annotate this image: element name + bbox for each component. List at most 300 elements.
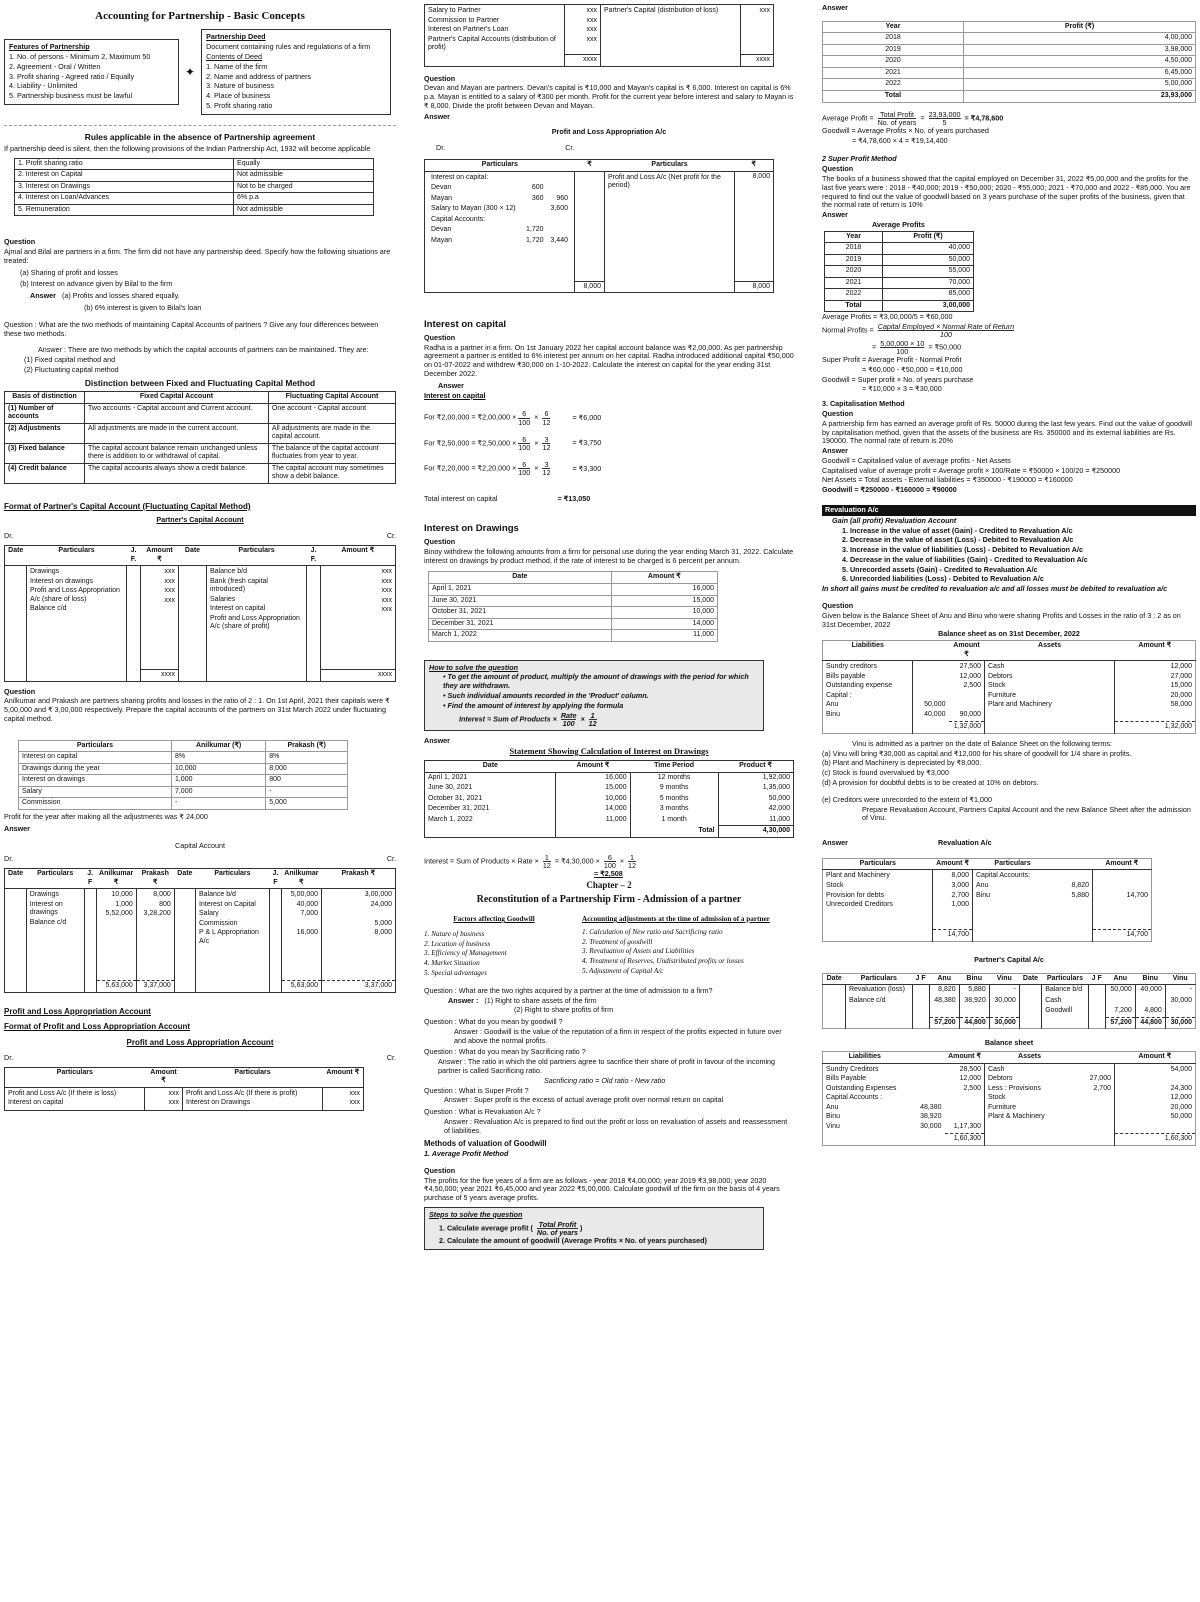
column-header: Product ₹ (718, 760, 793, 772)
ledger-item: Unrecorded Creditors (826, 901, 893, 909)
sp-row (825, 289, 974, 301)
column-1 (4, 0, 396, 1602)
profit-total: 23,93,000 (964, 90, 1196, 102)
table-cell: Mayan (431, 194, 453, 202)
table-cell: The balance of the capital account fluctuates from year to year. (268, 443, 395, 463)
table-cell: 2022 (825, 289, 883, 301)
table-cell: 2019 (823, 44, 964, 56)
profit-row (823, 79, 1196, 91)
table-cell: April 1, 2021 (429, 583, 612, 595)
ledger-amount (325, 910, 392, 919)
ledger-item: Binu (826, 1113, 841, 1121)
sp-np2-fraction (880, 340, 924, 355)
cap-l4: Goodwill = ₹250000 - ₹160000 = ₹90000 (822, 485, 957, 495)
table-cell: Balance c/d (845, 996, 912, 1007)
sp-total-row (825, 300, 974, 312)
table-cell: June 30, 2021 (428, 784, 473, 792)
table-cell: 1,35,000 (718, 783, 793, 794)
ledger-item: Profit and Loss Appropriation A/c (share of loss) (30, 587, 120, 603)
sp-np-d: 100 (939, 330, 952, 340)
ledger-amount (948, 1094, 982, 1103)
table-cell: 50,000 (883, 254, 974, 266)
column-header: Particulars (207, 546, 307, 566)
table-cell: 38,920 (959, 996, 989, 1007)
q1-ans-b: (b) 6% interest is given to Bilal's loan (84, 303, 202, 313)
ledger-amount: 54,000 (1170, 1065, 1192, 1073)
m1-step1: 1. Calculate average profit ( (439, 1223, 533, 1233)
q1-ans-a: (a) Profits and losses shared equally. (61, 291, 180, 301)
table-cell: 50,000 (718, 794, 793, 805)
feature-item: 3. Profit sharing - Agreed ratio / Equally (9, 71, 135, 81)
column-header: Anu (1105, 973, 1135, 985)
column-header: Assets (985, 1052, 1075, 1064)
reval-rule: 2. Decrease in the value of asset (Loss) - Debited to Revaluation A/c (842, 535, 1074, 545)
q1-ans-label: Answer (30, 291, 56, 301)
column-header: Profit (₹) (883, 231, 974, 243)
ledger-amount: 48,380 (920, 1103, 942, 1111)
ledger-item: Stock (988, 682, 1006, 690)
nbs-table (822, 1051, 1196, 1146)
q1-block (4, 238, 396, 312)
rule-row (15, 170, 374, 182)
table-cell: One account - Capital account (268, 403, 395, 423)
ledger-amount: 24,000 (370, 900, 392, 908)
chapter-title: Reconstitution of a Partnership Firm - Admission of a partner (476, 893, 742, 905)
ledger-amount (948, 1104, 982, 1113)
table-cell: 1,720 (526, 226, 544, 234)
table-cell: 8,000 (266, 763, 348, 775)
admission-term: (a) Vinu will bring ₹30,000 as capital and ₹12,000 for his share of goodwill for 1/4 share in profits. (822, 748, 1132, 758)
profit-table (822, 21, 1196, 103)
column-header: Amount ₹ (141, 546, 179, 566)
column-header: Amount ₹ (1093, 858, 1152, 870)
adjustment-item: 3. Revaluation of Assets and Liabilities (582, 947, 695, 956)
ledger-row (428, 183, 571, 194)
ledger-row (428, 225, 571, 236)
drawing-row (429, 595, 718, 607)
column-header: ₹ (575, 160, 605, 172)
table-cell: Not admissible (234, 170, 374, 182)
table-cell: 360 (531, 194, 544, 202)
column-header: Particulars (195, 869, 269, 889)
ledger-item: Sundry creditors (826, 663, 877, 671)
qa2-a: Answer : Goodwill is the value of the reputation of a firm in respect of the profits expected in future over and above the normal profits. (454, 1026, 782, 1045)
q2-ans: Answer : There are two methods by which the capital accounts of partners can be maintained. They are: (38, 345, 369, 355)
column-header: Time Period (630, 760, 718, 772)
table-cell: 4. Interest on Loan/Advances (15, 193, 234, 205)
ledger-item: Vinu (826, 1122, 840, 1130)
ledger-item: Profit and Loss Appropriation A/c (share of profit) (210, 614, 300, 631)
period-fraction (542, 410, 550, 425)
ledger-amount: 28,500 (959, 1065, 981, 1073)
interest-result: = ₹3,300 (572, 463, 602, 473)
ledger-amount: 1,17,300 (953, 1122, 981, 1130)
ioc-text: Radha is a partner in a firm. On 1st January 2022 her capital account balance was ₹2,00,000. As per partnership agreement a partner is entitled to 6% interest per annum on her capital. Radha introduced additional capital ₹50,000 on 01-07-2022 and withdrew ₹30,000 on 1-10-2022. Calculate the interest on capital for the year ending 31st December 2022. (424, 342, 794, 379)
table-cell (547, 173, 571, 184)
distinction-heading: Distinction between Fixed and Fluctuating Capital Method (84, 377, 316, 388)
column-header: Anilkumar ₹ (281, 869, 321, 889)
column-header-spacer (907, 1052, 945, 1064)
rules-table (14, 158, 374, 217)
sp-row (825, 254, 974, 266)
q3-table (18, 740, 348, 810)
ledger-amount (952, 692, 982, 701)
ledger-item: Balance c/d (30, 605, 67, 613)
table-cell: Devan (431, 184, 452, 192)
ledger-amount: xxx (164, 596, 175, 604)
ledger-amount: 27,500 (959, 663, 981, 671)
table-cell: 2018 (825, 243, 883, 255)
deed-item: 5. Profit sharing ratio (206, 100, 273, 110)
table-cell (823, 1006, 846, 1017)
qa1-a2: (2) Right to share profits of firm (514, 1005, 614, 1015)
column-header: Amount ₹ (145, 1067, 183, 1087)
ledger-amount: 12,000 (1170, 663, 1192, 671)
qa2-q: Question : What do you mean by goodwill ? (424, 1017, 563, 1027)
table-cell: 2019 (825, 254, 883, 266)
ca-cr: Cr. (386, 854, 396, 864)
table-cell (845, 1017, 912, 1029)
ledger-amount: 3,000 (951, 882, 969, 889)
interest-result: = ₹2,508 (594, 869, 623, 879)
column-header: Binu (1135, 973, 1165, 985)
table-cell (1135, 996, 1165, 1007)
table-cell: 30,000 (1165, 996, 1195, 1007)
table-cell: June 30, 2021 (429, 595, 612, 607)
adjust-heading: Accounting adjustments at the time of admission of a partner (582, 915, 770, 924)
column-header-spacer (1053, 858, 1093, 870)
ledger-amount: xxx (586, 7, 597, 14)
column-header: Liabilities (823, 1052, 907, 1064)
table-cell: 42,000 (718, 804, 793, 815)
table-cell (1019, 1017, 1041, 1029)
column-header: Year (825, 231, 883, 243)
adjustment-item: 2. Treatment of goodwill (582, 937, 653, 946)
reval-rule: 1. Increase in the value of asset (Gain) - Credited to Revaluation A/c (842, 525, 1073, 535)
column-header: Profit (₹) (964, 21, 1196, 33)
cap-l1: Goodwill = Capitalised value of average profits - Net Assets (822, 455, 1011, 465)
column-header: Date (425, 760, 556, 772)
ledger-amount (1078, 1066, 1112, 1075)
table-cell (823, 1017, 846, 1029)
column-header: Year (823, 21, 964, 33)
rules-intro: If partnership deed is silent, then the following provisions of the Indian Partnership Act, 1932 will become applicable (4, 143, 371, 153)
feature-item: 4. Liability - Unlimited (9, 81, 78, 91)
profit-row (823, 67, 1196, 79)
capital-total-row (823, 1017, 1196, 1029)
table-cell: - (171, 798, 265, 810)
ledger-item: Anu (826, 701, 839, 709)
m1-steps-box: Steps to solve the question 1. Calculate average profit ( $\frac{\text{Total Profit}}{\text{No. of years}}$ ) 2. Calculate the amount of goodwill (Average Profits × No. of years purchased) (424, 1207, 764, 1250)
table-cell: Salary (19, 786, 172, 798)
features-deed-block (4, 29, 396, 114)
table-cell: 960 (556, 194, 568, 202)
pla-heading: Profit and Loss Appropriation Account (4, 1006, 151, 1016)
profit-row (823, 56, 1196, 68)
ra-table (822, 858, 1152, 942)
statement-row (425, 772, 794, 783)
reval-rule: 4. Decrease in the value of liabilities (Gain) - Credited to Revaluation A/c (842, 554, 1088, 564)
table-cell (547, 183, 571, 194)
table-cell: 8% (266, 752, 348, 764)
table-cell: 1 month (630, 815, 718, 826)
adjustment-item: 1. Calculation of New ratio and Sacrificing ratio (582, 927, 723, 936)
ledger-amount: 5,880 (1071, 891, 1089, 899)
numerator: 3 (544, 460, 549, 470)
table-cell: Capital Accounts: (431, 215, 486, 223)
ledger-amount: 30,000 (920, 1122, 942, 1130)
ledger-item: Balance b/d (210, 568, 247, 576)
ledger-amount (916, 663, 946, 672)
goodwill-adjust-block (424, 914, 794, 979)
ledger-amount: 16,000 (296, 929, 319, 937)
table-cell (1019, 1006, 1041, 1017)
goodwill-factors (424, 914, 564, 979)
ledger-item: Partner's Capital Accounts (distribution of profit) (428, 35, 556, 52)
table-cell: Interest on capital (19, 752, 172, 764)
table-cell: 1,92,000 (718, 772, 793, 783)
pca-dr: Dr. (4, 531, 14, 541)
table-cell: 5 months (630, 794, 718, 805)
avg-formula: Average Profit = (822, 113, 874, 123)
table-cell: 30,000 (989, 1017, 1019, 1029)
ledger-amount (910, 1094, 942, 1103)
interest-formula: Interest = Sum of Products × Rate × (424, 856, 539, 866)
table-cell: 2. Interest on Capital (15, 170, 234, 182)
ledger-item: Outstanding expense (826, 682, 893, 690)
reval-note: In short all gains must be credited to revaluation a/c and all losses must be debited to revaluation a/c (822, 584, 1168, 594)
m1-heading: 1. Average Profit Method (424, 1148, 509, 1158)
avg-vd: 5 (942, 117, 947, 127)
table-cell (1105, 996, 1135, 1007)
month-fraction: $\frac{1}{12}$ (588, 710, 597, 728)
table-cell: 2022 (823, 79, 964, 91)
table-cell: 2020 (825, 266, 883, 278)
table-cell: (3) Fixed balance (5, 443, 85, 463)
ledger-amount: 7,000 (300, 910, 319, 918)
step-item: • Such individual amounts recorded in the 'Product' column. (443, 690, 649, 700)
table-cell: 5,880 (959, 985, 989, 996)
rules-heading: Rules applicable in the absence of Partnership agreement (84, 131, 316, 142)
column-header: Particulars (973, 858, 1053, 870)
sp-total-label: Total (825, 300, 883, 312)
top-total-l: xxxx (565, 55, 601, 67)
column-header-spacer (1075, 1052, 1115, 1064)
ledger-amount: 27,000 (1089, 1075, 1111, 1083)
rule-row (15, 193, 374, 205)
steps-list (429, 673, 759, 710)
q2-m1: (1) Fixed capital method and (24, 355, 116, 365)
ledger-amount: 8,000 (374, 929, 392, 937)
table-cell: 14,000 (556, 804, 630, 815)
deed-desc: Document containing rules and regulations of a firm (206, 42, 371, 52)
sp-avg: Average Profits = ₹3,00,000/5 = ₹60,000 (822, 312, 953, 322)
reval-list (822, 527, 1196, 585)
column-header: J. F (84, 869, 96, 889)
profit-row (823, 44, 1196, 56)
table-cell: 11,000 (611, 630, 717, 642)
table-cell: 48,380 (929, 996, 959, 1007)
ledger-amount: 5,52,000 (105, 910, 133, 918)
ledger-amount (285, 920, 318, 929)
steps-formula: Interest = Sum of Products × (459, 714, 557, 724)
ledger-item: Bills payable (826, 672, 866, 680)
qa4-q: Question : What is Super Profit ? (424, 1085, 529, 1095)
table-cell: 6% p.a (234, 193, 374, 205)
sp-np2-n: 5,00,000 × 10 (880, 338, 925, 348)
table-cell: The capital account balance remain unchanged unless there is addition to or withdrawal of capital. (85, 443, 269, 463)
statement-row (425, 783, 794, 794)
table-cell: 3. Interest on Drawings (15, 181, 234, 193)
c2-pla-left-inner (428, 173, 571, 247)
avg-eq: = (920, 113, 925, 123)
statement-total: 4,30,000 (718, 826, 793, 838)
rule-row (15, 158, 374, 170)
ledger-item: Furniture (988, 691, 1017, 699)
ledger-amount: xxx (381, 587, 392, 595)
interest-base: For ₹2,20,000 = ₹2,20,000 × (424, 463, 517, 473)
table-cell: 4,800 (1135, 1006, 1165, 1017)
ledger-amount (948, 1113, 982, 1122)
column-header: Vinu (1165, 973, 1195, 985)
column-header: J F (912, 973, 929, 985)
ledger-amount: 12,000 (1170, 1094, 1192, 1102)
drawing-row (429, 607, 718, 619)
table-cell (929, 1006, 959, 1017)
ledger-item: Salary (198, 910, 219, 918)
ledger-amount: xxx (381, 596, 392, 604)
deed-list (206, 63, 386, 111)
pca-heading: Partner's Capital Account (156, 514, 244, 524)
ledger-amount: 800 (159, 900, 171, 908)
table-cell (1019, 985, 1041, 996)
ledger-item: Interest on Capital (198, 900, 256, 908)
admission-term: (c) Stock is found overvalued by ₹3,000 (822, 768, 949, 778)
sp-np2-d: 100 (896, 346, 909, 356)
bs-q: Question (822, 601, 854, 610)
table-cell: April 1, 2021 (428, 773, 468, 781)
deed-item: 1. Name of the firm (206, 61, 268, 71)
denominator: 12 (542, 468, 551, 478)
ledger-amount: 38,920 (920, 1113, 942, 1121)
ledger-item: Interest on drawings (29, 900, 63, 917)
table-cell: 800 (266, 775, 348, 787)
q2-block (4, 321, 396, 484)
iod-heading: Interest on Drawings (424, 523, 519, 535)
ledger-item: Stock (988, 1094, 1006, 1102)
adjustment-item: 4. Treatment of Reserves, Undistributed profits or losses (582, 957, 744, 966)
table-cell: 1. Profit sharing ratio (15, 158, 234, 170)
column-2: Salary to Partner Commission to Partner Interest on Partner's Loan Partner's Capital Accounts (distribution of profit) xxx xxx xxx xxx Partner's Capital (distribution of loss) xxx xxxx xxxx Question Devan and Mayan are partners. Devan's capital is ₹10,000 and Mayan's capital is ₹ 6,000. Interest on capital is 6% p.a. Mayan is entitled to a salary of ₹300 per month. Profit for the current year before interest and salary to Mayan is ₹ 8,000. Divide the profit between Devan and Mayan. Answer Profit and Loss Appropriation A/c Dr. Cr. Particulars ₹ Particulars ₹ Interest on capital: Devan 600 Mayan 360 960 Salary to Mayan (300 × 12) 3,600 Capital Accounts: Devan 1,720 Mayan 1,720 3,440 Profit and Loss A/c (Net profit for the period) 8,000 8,000 8,000 Interest on capital Question Radha is a partner in a firm. On 1st January 2022 her capital account balance was ₹2,00,000. As per partnership agreement a partner is entitled to 6% interest per annum on her capital. Radha introduced additional capital ₹50,000 on 01-07-2022 and withdrew ₹30,000 on 1-10-2022. Calculate the interest on capital for the year ending 31st December 2022. Answer Interest on capital For ₹2,00,000 = ₹2,00,000 × $\frac{6}{100}$ × $\frac{6}{12}$ = ₹6,000 For ₹2,50,000 = ₹2,50,000 × $\frac{6}{100}$ × $\frac{3}{12}$ = ₹3,750 For ₹2,20,000 = ₹2,20,000 × $\frac{6}{100}$ × $\frac{3}{12}$ = ₹3,300 Total interest on capital = ₹13,050 Interest on Drawings Question Binoy withdrew the following amounts from a firm for personal use during the year ending March 31, 2022. Calculate interest on drawings by product method, if the rate of interest to be charged is 6 percent per annum. Date Amount ₹ April 1, 2021 16,000 June 30, 2021 15,000 October 31, 2021 10,000 December 31, 2021 14,000 March 1, 2022 11,000 How to solve the question • To get the amount of product, multiply the amount of drawings with the period for which they are withdrawn. • Such individual amounts recorded in the 'Product' column. • Find the amount of interest by applying the formula Interest = Sum of Products × $\frac{\text{Rate}}{100}$ × $\frac{1}{12}$ Answer Statement Showing Calculation of Interest on Drawings Date Amount ₹ Time Period Product ₹ April 1, 2021 16,000 12 months 1,92,000 June 30, 2021 15,000 9 months 1,35,000 October 31, 2021 10,000 5 months 50,000 December 31, 2021 14,000 3 months 42,000 March 1, 2022 11,000 1 month 11,000 Total 4,30,000 Interest = Sum of Products × Rate × $\frac{1}{12}$ = ₹4,30,000 × $\frac{6}{100}$ × $\frac{1}{12}$ = ₹2,508 Chapter – 2 Reconstitution of a Partnership Firm - Admission of a partner Factors affecting Goodwill 1. Nature of business 2. Location of business 3. Efficiency of Management 4. Market Situation 5. Special advantages Accounting adjustments at the time of admission of a partner 1. Calculation of New ratio and Sacrificing ratio 2. Treatment of goodwill 3. Revaluation of Assets and Liabilities 4. Treatment of Reserves, Undistributed profits or losses 5. Adjustment of Capital A/c Question : What are the two rights acquired by a partner at the time of admission to a firm? Answer : (1) Right to share assets of the firm (2) Right to share profits of firm Question : What do you mean by goodwill ? Answer : Goodwill is the value of the reputation of a firm in respect of the profits expected in future over and above the normal profits. Question : What do you mean by Sacrificing ratio ? Answer : The ratio in which the old partners agree to sacrifice their share of profit in favour of the incoming partner is called Sacrificing ratio. Sacrificing ratio = Old ratio - New ratio Question : What is Super Profit ? Answer : Super profit is the excess of actual average profit over normal return on capital Question : What is Revaluation A/c ? Answer : Revaluation A/c is prepared to find out the profit or loss on revaluation of assets and reassessment of liabilities. Methods of valuation of Goodwill 1. Average Profit Method Question The profits for the five years of a firm are as follows - year 2018 ₹4,00,000; year 2019 ₹3,98,000; year 2020 ₹4,50,000; year 2021 ₹6,45,000 and year 2022 ₹5,00,000. Calculate goodwill of the firm on the basis of 4 years purchase of 5 years average profits. Steps to solve the question 1. Calculate average profit ( $\frac{\text{Total Profit}}{\text{No. of years}}$ ) 2. Calculate the amount of goodwill (Average Profits × No. of years purchased) (424, 0, 794, 1602)
table-cell: 70,000 (883, 277, 974, 289)
table-cell (823, 996, 846, 1007)
c2-q1-text: Devan and Mayan are partners. Devan's capital is ₹10,000 and Mayan's capital is ₹ 6,000. Interest on capital is 6% p.a. Mayan is entitled to a salary of ₹300 per month. Profit for the current year before interest and salary to Mayan is ₹ 8,000. Divide the profit between Devan and Mayan. (424, 83, 794, 111)
reval-sub: Gain (all profit) Revaluation Account (832, 515, 957, 525)
table-cell: 57,200 (1105, 1017, 1135, 1029)
bs-q-text: Given below is the Balance Sheet of Anu and Binu who were sharing Profits and Losses in the ratio of 3 : 2 as on 31st December, 2022 (822, 610, 1181, 629)
table-cell: 44,800 (959, 1017, 989, 1029)
ledger-item: Plant and Machinery (988, 701, 1052, 709)
column-header: Amount ₹ (1115, 1052, 1196, 1064)
m1-step1-fraction (537, 1221, 578, 1236)
sp-table-heading: Average Profits (872, 219, 925, 229)
numerator: 6 (544, 409, 549, 419)
interest-base: For ₹2,00,000 = ₹2,00,000 × (424, 413, 517, 422)
column-header: Amount ₹ (321, 546, 396, 566)
c2-q1-ans: Answer (424, 111, 450, 121)
m1-q: Question (424, 1165, 456, 1175)
sp-np-result: = ₹50,000 (928, 342, 962, 352)
ledger-amount: 27,000 (1170, 672, 1192, 680)
format-heading: Format of Partner's Capital Account (Fluctuating Capital Method) (4, 501, 251, 511)
column-header: Particulars (5, 1067, 145, 1087)
period-fraction (542, 436, 550, 451)
feature-item: 1. No. of persons - Minimum 2, Maximum 50 (9, 51, 151, 61)
sp-row (825, 243, 974, 255)
ioc-heading: Interest on capital (424, 319, 507, 331)
column-header: Particulars (425, 160, 575, 172)
pca-table (4, 545, 396, 682)
table-cell: Equally (234, 158, 374, 170)
table-cell: (1) Number of accounts (5, 403, 85, 423)
adjustment-row (19, 752, 348, 764)
column-header: Particulars (183, 1067, 323, 1087)
denominator: 100 (518, 417, 531, 427)
adjustments (582, 914, 782, 979)
sp-ans: Answer (822, 210, 848, 220)
interest-month-fraction-2: $\frac{1}{12}$ (628, 852, 637, 870)
column-header: Basis of distinction (5, 391, 85, 403)
column-header: J. F. (127, 546, 141, 566)
q2-m2: (2) Fluctuating capital method (24, 364, 119, 374)
table-cell: 30,000 (1165, 1017, 1195, 1029)
ledger-amount (1078, 1094, 1112, 1103)
ledger-item: Bills Payable (826, 1075, 867, 1083)
cap-ans: Answer (822, 446, 848, 456)
nbs-heading: Balance sheet (984, 1038, 1034, 1048)
m1-step2: 2. Calculate the amount of goodwill (Average Profits × No. of years purchased) (439, 1236, 707, 1246)
capital-row (823, 1006, 1196, 1017)
table-cell: 5,00,000 (964, 79, 1196, 91)
ledger-amount (916, 673, 946, 682)
table-cell: 7,200 (1105, 1006, 1135, 1017)
table-cell: Mayan (431, 236, 453, 244)
ledger-amount: 2,500 (963, 682, 981, 690)
sp-table (824, 231, 974, 313)
ioc-q: Question (424, 332, 456, 342)
arrow-icon: ✦ (185, 64, 196, 79)
top-total-r: xxxx (741, 55, 774, 67)
ledger-amount: 12,000 (959, 1075, 981, 1083)
ledger-item: Sundry Creditors (826, 1065, 879, 1073)
table-cell (1019, 996, 1041, 1007)
column-header: Amount ₹ (323, 1067, 364, 1087)
ledger-amount: 20,000 (1170, 691, 1192, 699)
table-cell: - (266, 786, 348, 798)
table-cell: 3,440 (550, 236, 568, 244)
table-cell: Not admissible (234, 204, 374, 216)
column-header: Prakash ₹ (136, 869, 174, 889)
table-cell: Commission (19, 798, 172, 810)
column-header: Particulars (19, 740, 172, 752)
table-cell (989, 1006, 1019, 1017)
cap-q: Question (822, 408, 854, 418)
ledger-amount: 5,000 (374, 919, 392, 927)
ledger-item: Furniture (988, 1103, 1017, 1111)
distinction-row (5, 443, 396, 463)
ledger-amount: xxx (381, 577, 392, 585)
stmt-table (424, 760, 794, 838)
